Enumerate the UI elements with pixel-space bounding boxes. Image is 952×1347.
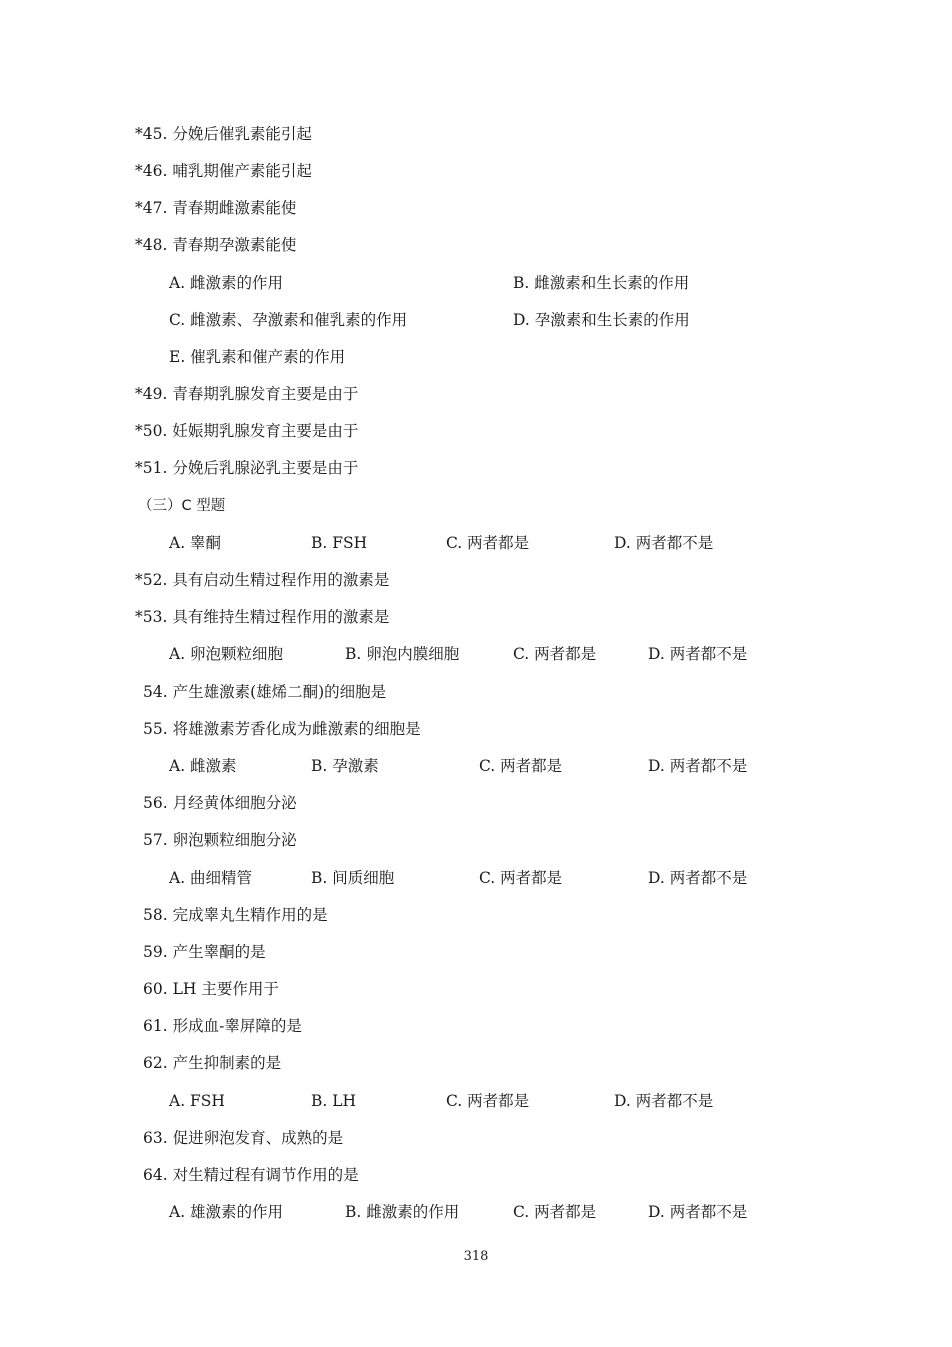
question-58: 58. 完成睾丸生精作用的是	[143, 906, 328, 924]
option-d: D. 两者都不是	[614, 1092, 714, 1110]
question-50: *50. 妊娠期乳腺发育主要是由于	[135, 422, 359, 440]
option-b: B. 卵泡内膜细胞	[345, 645, 460, 663]
question-53: *53. 具有维持生精过程作用的激素是	[135, 608, 390, 626]
question-48: *48. 青春期孕激素能使	[135, 236, 297, 254]
option-a: A. 卵泡颗粒细胞	[169, 645, 284, 663]
question-57: 57. 卵泡颗粒细胞分泌	[143, 831, 297, 849]
option-d: D. 两者都不是	[648, 869, 748, 887]
question-45: *45. 分娩后催乳素能引起	[135, 125, 312, 143]
option-b: B. 雌激素的作用	[345, 1203, 460, 1221]
option-b: B. 雌激素和生长素的作用	[513, 274, 690, 292]
option-b: B. 孕激素	[311, 757, 379, 775]
question-60: 60. LH 主要作用于	[143, 980, 279, 998]
question-64: 64. 对生精过程有调节作用的是	[143, 1166, 359, 1184]
option-d: D. 两者都不是	[648, 757, 748, 775]
section-heading: （三）C 型题	[138, 498, 226, 514]
question-61: 61. 形成血-睾屏障的是	[143, 1017, 302, 1035]
option-a: A. FSH	[169, 1092, 225, 1110]
option-c: C. 两者都是	[479, 757, 563, 775]
question-46: *46. 哺乳期催产素能引起	[135, 162, 312, 180]
option-b: B. FSH	[311, 534, 368, 552]
question-47: *47. 青春期雌激素能使	[135, 199, 297, 217]
option-c: C. 两者都是	[479, 869, 563, 887]
question-51: *51. 分娩后乳腺泌乳主要是由于	[135, 459, 359, 477]
option-b: B. LH	[311, 1092, 357, 1110]
option-a: A. 曲细精管	[169, 869, 253, 887]
question-52: *52. 具有启动生精过程作用的激素是	[135, 571, 390, 589]
page-number: 318	[463, 1249, 489, 1264]
option-c: C. 两者都是	[446, 1092, 530, 1110]
option-d: D. 两者都不是	[648, 645, 748, 663]
option-a: A. 睾酮	[169, 534, 222, 552]
question-62: 62. 产生抑制素的是	[143, 1054, 282, 1072]
question-63: 63. 促进卵泡发育、成熟的是	[143, 1129, 344, 1147]
option-a: A. 雄激素的作用	[169, 1203, 284, 1221]
question-55: 55. 将雄激素芳香化成为雌激素的细胞是	[143, 720, 421, 738]
option-a: A. 雌激素的作用	[169, 274, 284, 292]
question-54: 54. 产生雄激素(雄烯二酮)的细胞是	[143, 683, 387, 701]
option-d: D. 孕激素和生长素的作用	[513, 311, 690, 329]
option-d: D. 两者都不是	[648, 1203, 748, 1221]
question-59: 59. 产生睾酮的是	[143, 943, 266, 961]
option-a: A. 雌激素	[169, 757, 237, 775]
option-c: C. 两者都是	[513, 645, 597, 663]
option-c: C. 两者都是	[513, 1203, 597, 1221]
option-b: B. 间质细胞	[311, 869, 395, 887]
option-c: C. 雌激素、孕激素和催乳素的作用	[169, 311, 408, 329]
option-d: D. 两者都不是	[614, 534, 714, 552]
question-49: *49. 青春期乳腺发育主要是由于	[135, 385, 359, 403]
option-c: C. 两者都是	[446, 534, 530, 552]
option-e: E. 催乳素和催产素的作用	[169, 348, 346, 366]
question-56: 56. 月经黄体细胞分泌	[143, 794, 297, 812]
